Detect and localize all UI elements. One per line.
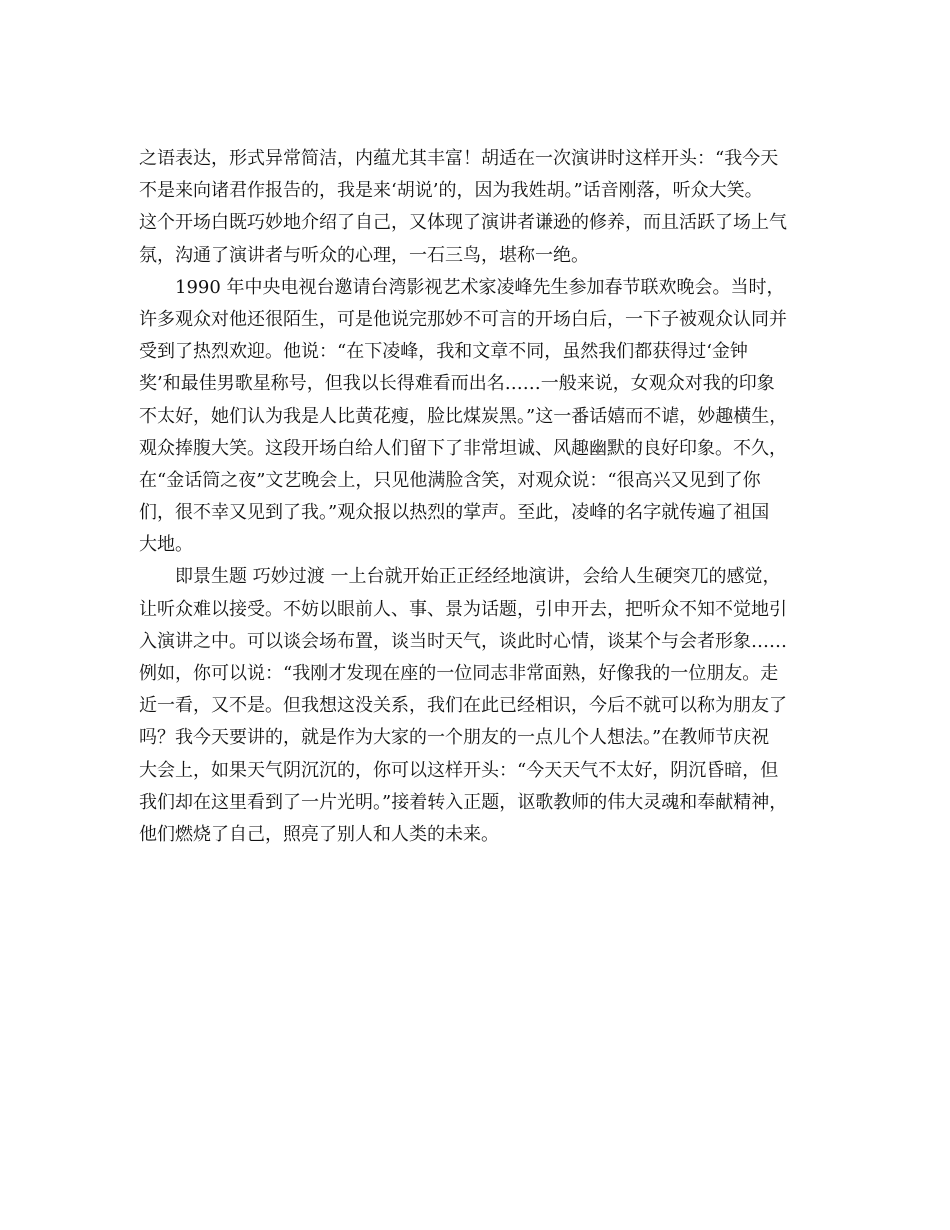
paragraph-1 [139,143,825,272]
text-line: 们，很不幸又见到了我。”观众报以热烈的掌声。至此，凌峰的名字就传遍了祖国 [139,502,770,524]
text-line: 不太好，她们认为我是人比黄花瘦，脸比煤炭黑。”这一番话嬉而不谑，妙趣横生， [139,405,788,427]
paragraph-3 [139,561,825,851]
text-line: 让听众难以接受。不妨以眼前人、事、景为话题，引申开去，把听众不知不觉地引 [139,598,787,620]
document-body [139,143,825,851]
text-line: 奖’和最佳男歌星称号，但我以长得难看而出名……一般来说，女观众对我的印象 [139,373,775,395]
text-line: 入演讲之中。可以谈会场布置，谈当时天气，谈此时心情，谈某个与会者形象…… [139,630,787,652]
text-line: 受到了热烈欢迎。他说：“在下凌峰，我和文章不同，虽然我们都获得过‘金钟 [139,341,748,363]
text-line: 观众捧腹大笑。这段开场白给人们留下了非常坦诚、风趣幽默的良好印象。不久， [139,437,787,459]
text-line: 我们却在这里看到了一片光明。”接着转入正题，讴歌教师的伟大灵魂和奉献精神， [139,791,788,813]
text-line: 例如，你可以说：“我刚才发现在座的一位同志非常面熟，好像我的一位朋友。走 [139,663,779,684]
text-line: 氛，沟通了演讲者与听众的心理，一石三鸟，堪称一绝。 [139,244,589,266]
text-line: 之语表达，形式异常简洁，内蕴尤其丰富！胡适在一次演讲时这样开头：“我今天 [139,148,779,169]
text-line: 近一看，又不是。但我想这没关系，我们在此已经相识，今后不就可以称为朋友了 [139,695,787,717]
text-line: 他们燃烧了自己，照亮了别人和人类的未来。 [139,823,499,845]
text-line: 1990 年中央电视台邀请台湾影视艺术家凌峰先生参加春节联欢晚会。当时， [175,276,785,298]
text-line: 大会上，如果天气阴沉沉的，你可以这样开头：“今天天气不太好，阴沉昏暗，但 [139,759,779,781]
text-line: 这个开场白既巧妙地介绍了自己，又体现了演讲者谦逊的修养，而且活跃了场上气 [139,212,787,234]
text-line: 许多观众对他还很陌生，可是他说完那妙不可言的开场白后，一下子被观众认同并 [139,308,787,330]
text-line: 在“金话筒之夜”文艺晚会上，只见他满脸含笑，对观众说：“很高兴又见到了你 [139,469,761,491]
text-line: 大地。 [139,534,193,556]
text-line: 即景生题 巧妙过渡 一上台就开始正正经经地演讲，会给人生硬突兀的感觉， [175,566,781,588]
text-line: 不是来向诸君作报告的，我是来‘胡说’的，因为我姓胡。”话音刚落，听众大笑。 [139,180,763,202]
paragraph-2 [139,272,825,562]
text-line: 吗？我今天要讲的，就是作为大家的一个朋友的一点儿个人想法。”在教师节庆祝 [139,727,770,749]
